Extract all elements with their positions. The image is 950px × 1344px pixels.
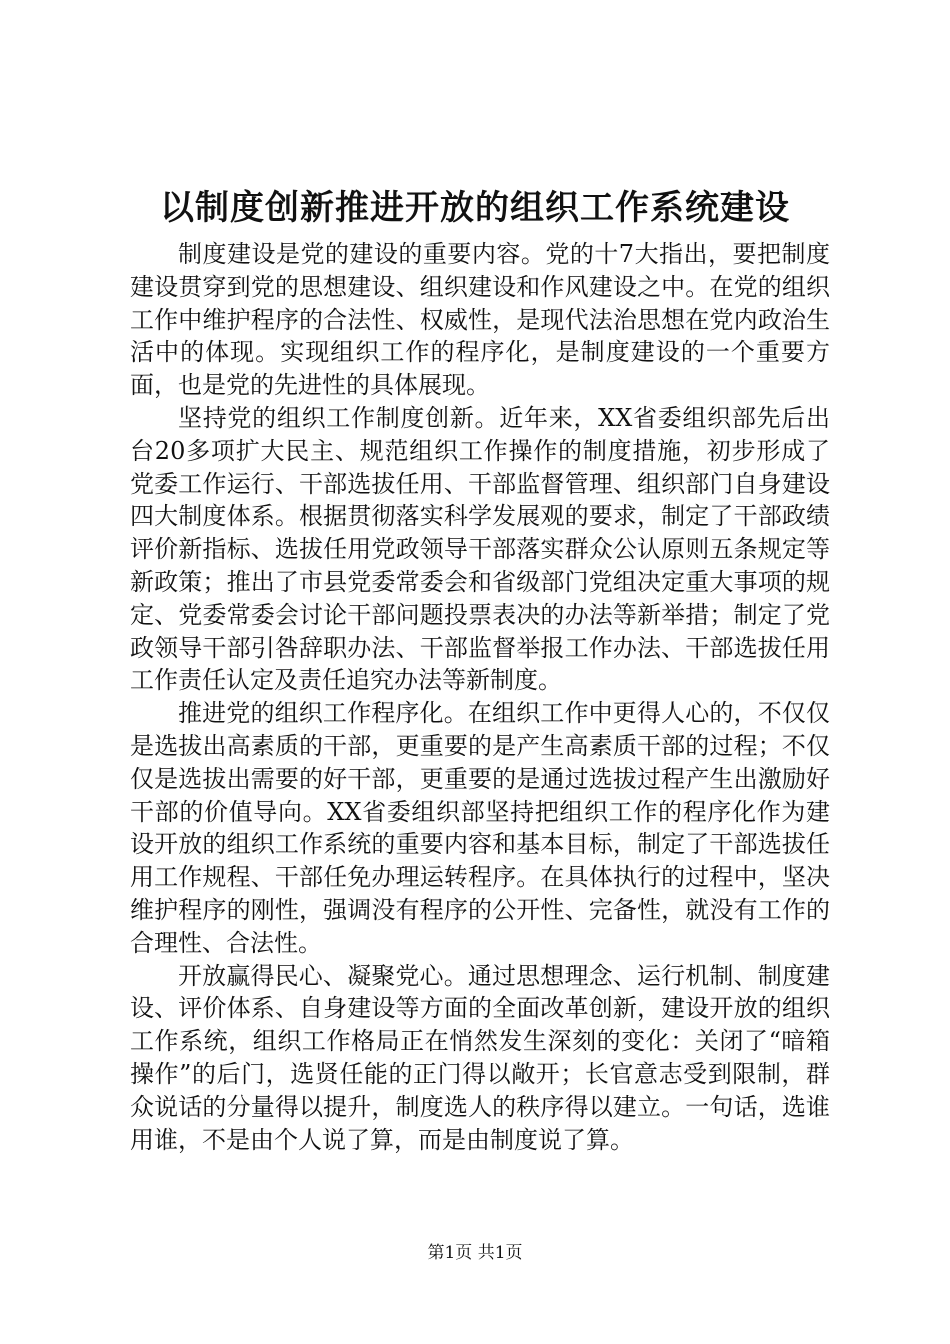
- page-footer: 第1页 共1页: [427, 1243, 523, 1263]
- document-title: 以制度创新推进开放的组织工作系统建设: [160, 188, 790, 228]
- paragraph-2: 坚持党的组织工作制度创新。近年来，XX省委组织部先后出台20多项扩大民主、规范组织工作操作的制度措施，初步形成了党委工作运行、干部选拔任用、干部监督管理、组织部门自身建设四大制度体系。根据贯彻落实科学发展观的要求，制定了干部政绩评价新指标、选拔任用党政领导干部落实群众公认原则五条规定等新政策；推出了市县党委常委会和省级部门党组决定重大事项的规定、党委常委会讨论干部问题投票表决的办法等新举措；制定了党政领导干部引咎辞职办法、干部监督举报工作办法、干部选拔任用工作责任认定及责任追究办法等新制度。: [130, 403, 830, 695]
- paragraph-3: 推进党的组织工作程序化。在组织工作中更得人心的，不仅仅是选拔出高素质的干部，更重要的是产生高素质干部的过程；不仅仅是选拔出需要的好干部，更重要的是通过选拔过程产生出激励好干部的价值导向。XX省委组织部坚持把组织工作的程序化作为建设开放的组织工作系统的重要内容和基本目标，制定了干部选拔任用工作规程、干部任免办理运转程序。在具体执行的过程中，坚决维护程序的刚性，强调没有程序的公开性、完备性，就没有工作的合理性、合法性。: [130, 699, 830, 957]
- document-body: [130, 238, 830, 1156]
- paragraph-4: 开放赢得民心、凝聚党心。通过思想理念、运行机制、制度建设、评价体系、自身建设等方面的全面改革创新，建设开放的组织工作系统，组织工作格局正在悄然发生深刻的变化：关闭了“暗箱操作”的后门，选贤任能的正门得以敞开；长官意志受到限制，群众说话的分量得以提升，制度选人的秩序得以建立。一句话，选谁用谁，不是由个人说了算，而是由制度说了算。: [130, 961, 830, 1154]
- paragraph-1: 制度建设是党的建设的重要内容。党的十7大指出，要把制度建设贯穿到党的思想建设、组织建设和作风建设之中。在党的组织工作中维护程序的合法性、权威性，是现代法治思想在党内政治生活中的体现。实现组织工作的程序化，是制度建设的一个重要方面，也是党的先进性的具体展现。: [130, 240, 830, 400]
